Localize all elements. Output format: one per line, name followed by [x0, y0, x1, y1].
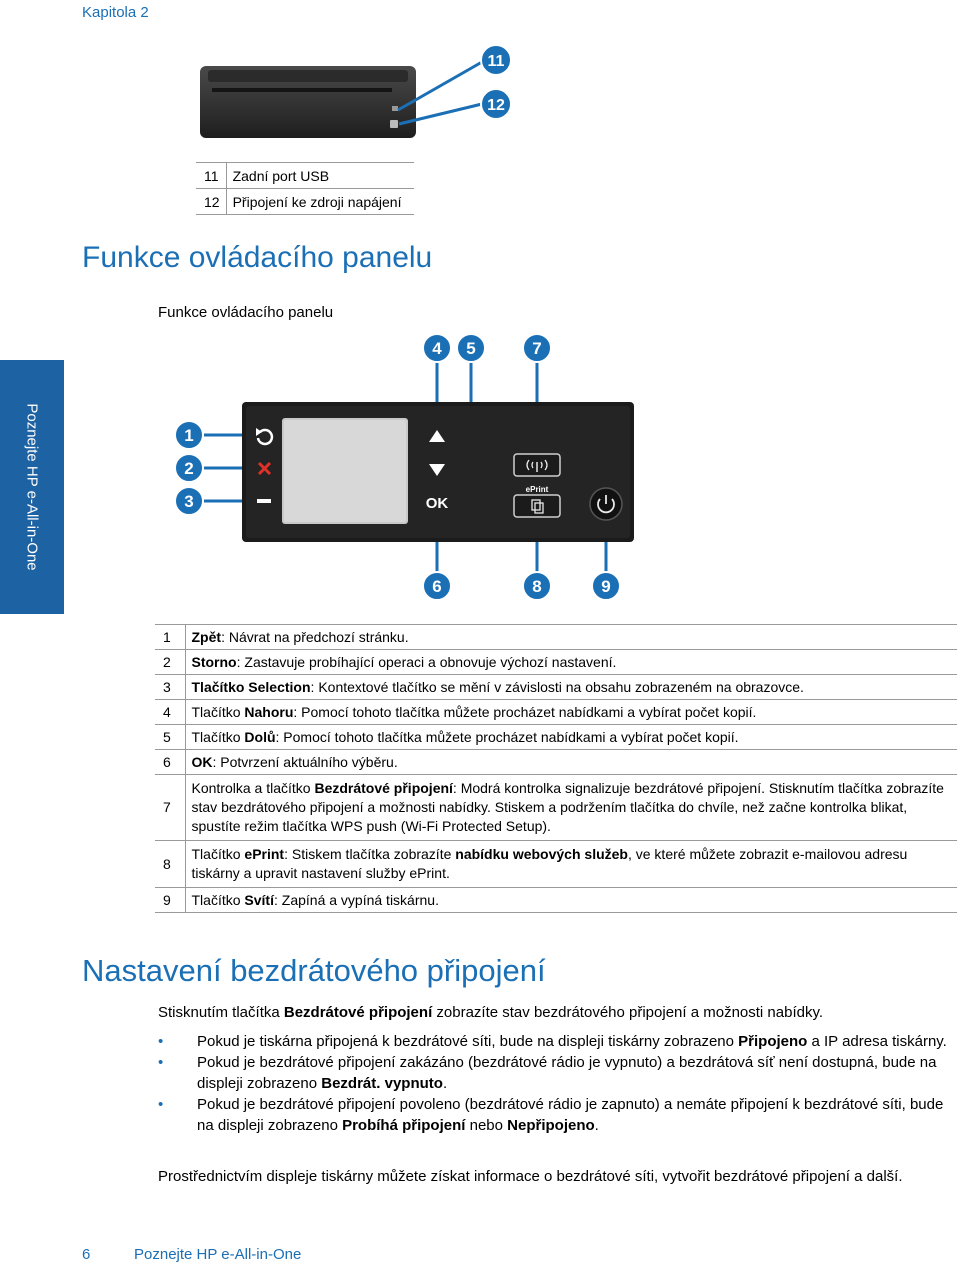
eprint-label: ePrint [525, 485, 549, 494]
bold-term: Bezdrát. vypnuto [321, 1075, 443, 1092]
callout-8 [523, 572, 551, 600]
printer-back-figure [196, 40, 526, 150]
svg-text:1: 1 [184, 426, 194, 445]
bold-term: Bezdrátové připojení [283, 1004, 433, 1021]
list-item: • Pokud je bezdrátové připojení povoleno (bezdrátové rádio je zapnuto) a nemáte připojení k bezdrátové síti, bude na displeji zobrazeno Probíhá připojení nebo Nepřipojeno. [158, 1096, 944, 1134]
callout-4 [423, 334, 451, 362]
svg-text:9: 9 [601, 577, 611, 596]
bold-term: Tlačítko Selection [191, 678, 311, 695]
legend-text: Storno: Zastavuje probíhající operaci a obnovuje výchozí nastavení. [191, 653, 617, 670]
bold-term: Zpět [191, 628, 222, 645]
legend-text: Tlačítko ePrint: Stiskem tlačítka zobrazíte nabídku webových služeb, ve které můžete zobrazit e-mailovou adresu tiskárny a upravit nastavení služby ePrint. [191, 846, 908, 881]
legend-num: 6 [155, 750, 185, 775]
table-row [155, 888, 957, 913]
table-row [196, 189, 414, 215]
list-item: • Pokud je bezdrátové připojení zakázáno (bezdrátové rádio je vypnuto) a bezdrátová síť není dostupná, bude na displeji zobrazeno Bezdrát. vypnuto. [158, 1054, 937, 1092]
selection-icon[interactable] [257, 499, 271, 503]
bold-term: Storno [191, 653, 237, 670]
figure-caption: Funkce ovládacího panelu [158, 304, 334, 321]
legend-num: 2 [155, 650, 185, 675]
section-title-control-panel: Funkce ovládacího panelu [82, 241, 433, 274]
callout-7 [523, 334, 551, 362]
legend-text: Zpět: Návrat na předchozí stránku. [191, 628, 409, 645]
bold-term: nabídku webových služeb [455, 846, 628, 862]
bold-term: Připojeno [738, 1033, 808, 1050]
running-head: Kapitola 2 [82, 4, 149, 21]
page-number: 6 [82, 1246, 91, 1263]
svg-text:4: 4 [432, 339, 442, 358]
svg-text:11: 11 [487, 53, 505, 70]
table-row [155, 675, 957, 700]
table-row [155, 750, 957, 775]
legend-text: Kontrolka a tlačítko Bezdrátové připojení: Modrá kontrolka signalizuje bezdrátové připojení. Stisknutím tlačítka zobrazíte stav bezdrátového připojení a možnosti nabídky. Stiskem a podržením tlačítka do chvíle, než začne kontrolka blikat, spustíte režim tlačítka WPS push (Wi-Fi Protected Setup). [191, 780, 944, 834]
section-title-wireless: Nastavení bezdrátového připojení [82, 953, 546, 988]
legend-num: 8 [155, 841, 185, 888]
usb-port [392, 106, 398, 111]
table-row [196, 163, 414, 189]
bold-term: Bezdrátové připojení [314, 780, 453, 796]
legend-num: 5 [155, 725, 185, 750]
table-row [155, 775, 957, 841]
bold-term: Dolů [244, 728, 276, 745]
panel-legend-table [155, 624, 957, 913]
back-legend-table [196, 162, 414, 215]
legend-num: 11 [196, 163, 226, 189]
legend-num: 9 [155, 888, 185, 913]
callout-3 [175, 487, 203, 515]
side-tab-label: Poznejte HP e-All-in-One [23, 403, 41, 571]
callout-12 [481, 89, 511, 119]
legend-text: Tlačítko Dolů: Pomocí tohoto tlačítka můžete procházet nabídkami a vybírat počet kopií. [191, 728, 739, 745]
callout-6 [423, 572, 451, 600]
bold-term: OK [191, 753, 213, 770]
bold-term: Probíhá připojení [342, 1117, 466, 1134]
ok-button[interactable]: OK [425, 495, 449, 512]
legend-text: Zadní port USB [232, 167, 330, 184]
legend-num: 4 [155, 700, 185, 725]
callout-5 [457, 334, 485, 362]
svg-text:8: 8 [532, 577, 542, 596]
bullet-icon: • [158, 1033, 164, 1050]
callout-2 [175, 454, 203, 482]
bold-term: Nahoru [244, 703, 294, 720]
legend-text: Tlačítko Selection: Kontextové tlačítko se mění v závislosti na obsahu zobrazeném na obrazovce. [191, 678, 804, 695]
legend-num: 12 [196, 189, 226, 215]
wireless-icon[interactable] [514, 454, 560, 476]
legend-num: 7 [155, 775, 185, 841]
svg-text:7: 7 [532, 339, 542, 358]
side-tab [0, 360, 64, 614]
table-row [155, 725, 957, 750]
legend-text: Tlačítko Nahoru: Pomocí tohoto tlačítka můžete procházet nabídkami a vybírat počet kopií. [191, 703, 757, 720]
intro-paragraph: Stisknutím tlačítka Bezdrátové připojení zobrazíte stav bezdrátového připojení a možnosti nabídky. [158, 1004, 824, 1021]
bullet-icon: • [158, 1096, 164, 1113]
callout-11 [481, 45, 511, 75]
svg-text:5: 5 [466, 339, 476, 358]
callout-9 [592, 572, 620, 600]
power-port [390, 120, 398, 128]
outro-paragraph: Prostřednictvím displeje tiskárny můžete získat informace o bezdrátové síti, vytvořit bezdrátové připojení a další. [158, 1168, 903, 1185]
legend-text: Tlačítko Svítí: Zapíná a vypíná tiskárnu. [191, 891, 439, 908]
legend-num: 3 [155, 675, 185, 700]
list-item: • Pokud je tiskárna připojená k bezdrátové síti, bude na displeji tiskárny zobrazeno Připojeno a IP adresa tiskárny. [158, 1033, 947, 1050]
bullet-list [158, 1031, 954, 1136]
legend-text: OK: Potvrzení aktuálního výběru. [191, 753, 398, 770]
table-row [155, 841, 957, 888]
footer-title: Poznejte HP e-All-in-One [134, 1246, 302, 1263]
svg-text:12: 12 [487, 97, 505, 114]
bold-term: Nepřipojeno [507, 1117, 595, 1134]
bullet-icon: • [158, 1054, 164, 1071]
legend-text: Připojení ke zdroji napájení [232, 193, 402, 210]
table-row [155, 650, 957, 675]
legend-num: 1 [155, 625, 185, 650]
svg-text:3: 3 [184, 492, 194, 511]
svg-text:2: 2 [184, 459, 194, 478]
bold-term: ePrint [244, 846, 285, 862]
table-row [155, 625, 957, 650]
bold-term: Svítí [244, 891, 274, 908]
power-icon[interactable] [590, 488, 622, 520]
svg-text:6: 6 [432, 577, 442, 596]
callout-1 [175, 421, 203, 449]
control-panel-figure [160, 332, 640, 604]
table-row [155, 700, 957, 725]
eprint-icon[interactable] [514, 495, 560, 517]
